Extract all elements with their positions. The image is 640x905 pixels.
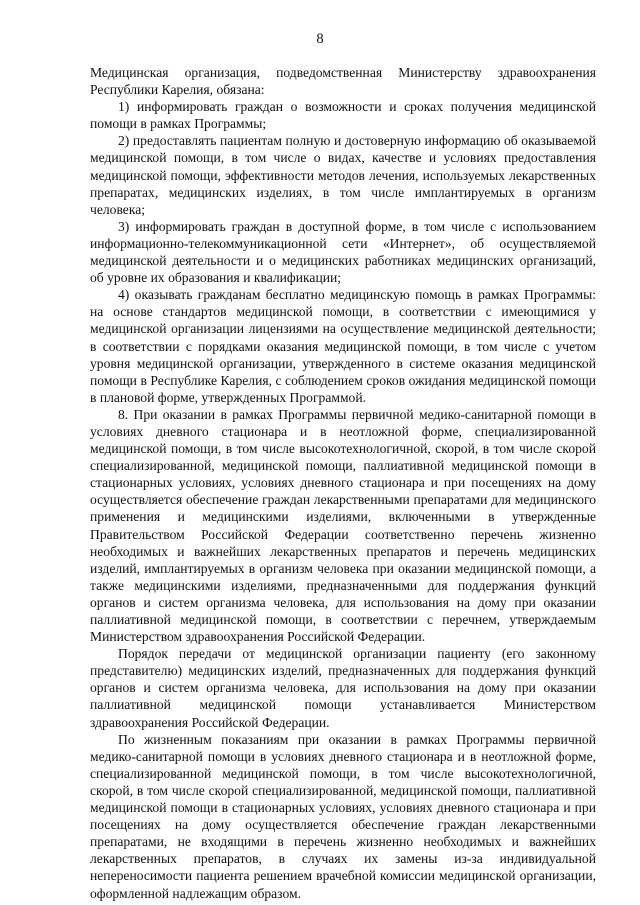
- paragraph-section-8: 8. При оказании в рамках Программы первичной медико-санитарной помощи в условиях дневного стационара и в неотложной форме, специализированной медицинской помощи, в том числе высокотехнологичной, скорой, в том числе скорой специализированной, медицинской помощи, паллиативной медицинской помощи в стационарных условиях, условиях дневного стационара и при посещениях на дому осуществляется обеспечение граждан лекарственными препаратами для медицинского применения и медицинскими изделиями, включенными в утвержденные Правительством Российской Федерации соответственно перечень жизненно необходимых и важнейших лекарственных препаратов и перечень медицинских изделий, имплантируемых в организм человека при оказании медицинской помощи, а также медицинскими изделиями, предназначенными для поддержания функций органов и систем организма человека, для использования на дому при оказании паллиативной медицинской помощи, в соответствии с перечнем, утверждаемым Министерством здравоохранения Российской Федерации.: [90, 406, 596, 645]
- paragraph-intro: Медицинская организация, подведомственная Министерству здравоохранения Республики Карелия, обязана:: [90, 65, 596, 98]
- paragraph-item-1: 1) информировать граждан о возможности и сроках получения медицинской помощи в рамках Программы;: [90, 99, 596, 132]
- paragraph-item-3: 3) информировать граждан в доступной форме, в том числе с использованием информационно-телекоммуникационной сети «Интернет», об осуществляемой медицинской деятельности и о медицинских работниках медицинских организаций, об уровне их образования и квалификации;: [90, 218, 596, 286]
- paragraph-transfer-procedure: Порядок передачи от медицинской организации пациенту (его законному представителю) медицинских изделий, предназначенных для поддержания функций органов и систем организма человека, для использования на дому при оказании паллиативной медицинской помощи устанавливается Министерством здравоохранения Российской Федерации.: [90, 646, 596, 730]
- paragraph-item-4: 4) оказывать гражданам бесплатно медицинскую помощь в рамках Программы: на основе стандартов медицинской помощи, в соответствии с имеющимися у медицинской организации лицензиями на осуществление медицинской деятельности; в соответствии с порядками оказания медицинской помощи, в том числе с учетом уровня медицинской организации, утвержденного в системе оказания медицинской помощи в Республике Карелия, с соблюдением сроков ожидания медицинской помощи в плановой форме, утвержденных Программой.: [90, 287, 596, 405]
- paragraph-vital-indications: По жизненным показаниям при оказании в рамках Программы первичной медико-санитарной помощи в условиях дневного стационара и в неотложной форме, специализированной медицинской помощи, в том числе высокотехнологичной, скорой, в том числе скорой специализированной, медицинской помощи, паллиативной медицинской помощи в стационарных условиях, условиях дневного стационара и при посещениях на дому осуществляется обеспечение граждан лекарственными препаратами, не входящими в перечень жизненно необходимых и важнейших лекарственных препаратов, в случаях их замены из-за индивидуальной непереносимости пациента решением врачебной комиссии медицинской организации, оформленной надлежащим образом.: [90, 731, 596, 901]
- document-body: [90, 64, 596, 902]
- page-number: 8: [316, 31, 324, 47]
- paragraph-item-2: 2) предоставлять пациентам полную и достоверную информацию об оказываемой медицинской помощи, в том числе о видах, качестве и условиях предоставления медицинской помощи, эффективности методов лечения, используемых лекарственных препаратах, медицинских изделиях, в том числе имплантируемых в организм человека;: [90, 133, 596, 217]
